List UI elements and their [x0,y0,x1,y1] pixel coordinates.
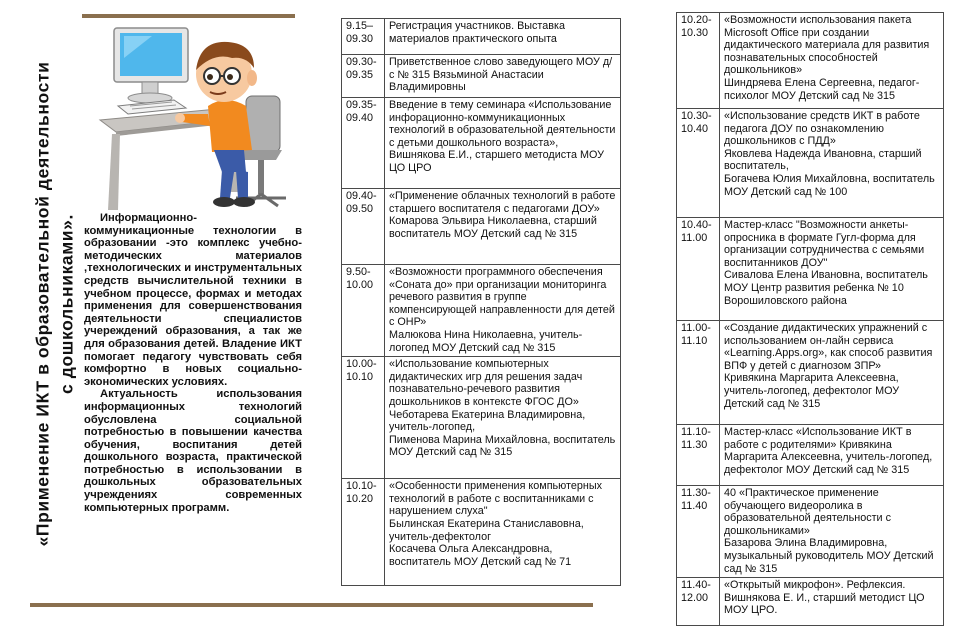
event-cell: Введение в тему семинара «Использование инфорационно-коммуникационных технологий в образовательной деятельности с детьми дошкольного возраста», Вишнякова Е.И., старшего методиста МОУ ЦО ЦРО [385,98,621,189]
event-cell: «Использование компьютерных дидактических игр для решения задач познавательно-речевого развития дошкольников в контексте ФГОС ДО» Чеботарева Екатерина Владимировна, учитель-логопед, Пименова Марина Михайловна, воспитатель МОУ Детский сад № 315 [385,357,621,479]
event-cell: Мастер-класс «Использование ИКТ в работе с родителями» Кривякина Маргарита Алексеевна, учитель-логопед, дефектолог МОУ Детский сад № 315 [720,425,944,486]
time-cell: 9.15– 09.30 [342,19,385,55]
time-cell: 09.35- 09.40 [342,98,385,189]
table-row [342,19,621,55]
event-cell: «Создание дидактических упражнений с использованием он-лайн сервиса «Learning.Apps.org», как способ развития ВПФ у детей с диагнозом ЗПР» Кривякина Маргарита Алексеевна, учитель-логопед, дефектолог МОУ Детский сад № 315 [720,321,944,425]
event-cell: «Открытый микрофон». Рефлексия. Вишнякова Е. И., старший методист ЦО МОУ ЦРО. [720,578,944,626]
table-row [342,98,621,189]
intro-paragraph-1: Информационно-коммуникационные технологии в образовании -это комплекс учебно-методических материалов ,технологических и инструментальных средств вычислительной техники в учебном процессе, формах и методах применения для совершенствования деятельности специалистов учереждений образования, а так же для образования детей. Владение ИКТ помогает педагогу чувствовать себя комфортно в новых социально-экономических условиях. [84,212,302,388]
event-cell: «Возможности использования пакета Microsoft Office при создании дидактического материала для развития познавательных способностей дошкольников» Шиндряева Елена Сергеевна, педагог-психолог МОУ Детский сад № 315 [720,13,944,109]
table-row [677,321,944,425]
table-row [677,486,944,578]
time-cell: 10.40- 11.00 [677,218,720,321]
table-row [342,189,621,265]
title-line-2: с дошкольниками». [56,214,77,394]
table-row [677,578,944,626]
event-cell: «Применение облачных технологий в работе старшего воспитателя с педагогами ДОУ» Комарова Эльвира Николаевна, старший воспитатель МОУ Детский сад № 315 [385,189,621,265]
event-cell: Приветственное слово заведующего МОУ д/с № 315 Вязьминой Анастасии Владимировны [385,55,621,98]
time-cell: 10.20- 10.30 [677,13,720,109]
table-row [342,55,621,98]
time-cell: 11.10- 11.30 [677,425,720,486]
table-row [677,13,944,109]
event-cell: «Использование средств ИКТ в работе педагога ДОУ по ознакомлению дошкольников с ПДД» Яковлева Надежда Ивановна, старший воспитатель, Богачева Юлия Михайловна, воспитатель МОУ Детский сад № 100 [720,109,944,218]
time-cell: 09.40- 09.50 [342,189,385,265]
top-rule [82,14,295,18]
time-cell: 10.00- 10.10 [342,357,385,479]
table-row [342,357,621,479]
intro-text [84,212,302,514]
table-row [342,479,621,586]
time-cell: 11.30- 11.40 [677,486,720,578]
event-cell: Регистрация участников. Выставка материалов практического опыта [385,19,621,55]
intro-paragraph-2: Актуальность использования информационных технологий обусловлена социальной потребностью в повышении качества обучения, воспитания детей дошкольного возраста, практической потребностью в использовании в дошкольных образовательных учреждениях современных компьютерных программ. [84,388,302,514]
time-cell: 10.30- 10.40 [677,109,720,218]
title-line-1: «Применение ИКТ в образовательной деятельности [32,61,53,547]
time-cell: 10.10- 10.20 [342,479,385,586]
table-row [677,109,944,218]
table-row [677,425,944,486]
event-cell: «Особенности применения компьютерных технологий в работе с воспитанниками с нарушением слуха" Былинская Екатерина Станиславовна, учитель-дефектолог Косачева Ольга Александровна, воспитатель МОУ Детский сад № 71 [385,479,621,586]
table-row [677,218,944,321]
time-cell: 09.30- 09.35 [342,55,385,98]
bottom-rule [30,603,593,607]
event-cell: «Возможности программного обеспечения «Соната до» при организации мониторинга речевого развития в группе компенсирующей направленности для детей с ОНР» Малюкова Нина Николаевна, учитель-логопед МОУ Детский сад № 315 [385,265,621,357]
table-row [342,265,621,357]
vertical-title [18,44,90,564]
time-cell: 11.40- 12.00 [677,578,720,626]
time-cell: 11.00- 11.10 [677,321,720,425]
boy-at-computer-illustration [96,22,292,212]
schedule-table-right [676,12,944,626]
schedule-table-middle [341,18,621,586]
time-cell: 9.50- 10.00 [342,265,385,357]
event-cell: 40 «Практическое применение обучающего видеоролика в образовательной деятельности с дошкольниками» Базарова Элина Владимировна, музыкальный руководитель МОУ Детский сад № 315 [720,486,944,578]
event-cell: Мастер-класс "Возможности анкеты-опросника в формате Гугл-форма для организации сотрудничества с семьями воспитанников ДОУ" Сивалова Елена Ивановна, воспитатель МОУ Центр развития ребенка № 10 Ворошиловского района [720,218,944,321]
